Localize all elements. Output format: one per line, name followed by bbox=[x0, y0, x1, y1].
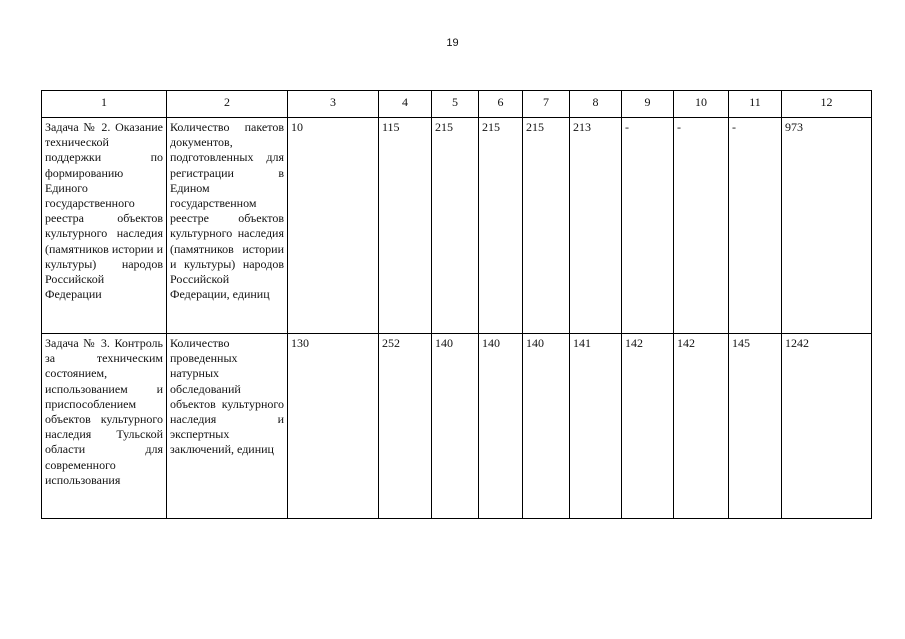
column-header: 12 bbox=[782, 91, 872, 118]
page-number: 19 bbox=[446, 37, 459, 49]
indicators-table bbox=[41, 90, 872, 519]
value-cell: 142 bbox=[622, 334, 674, 519]
total-cell: 973 bbox=[782, 118, 872, 334]
value-cell: 215 bbox=[432, 118, 479, 334]
value-cell: 115 bbox=[379, 118, 432, 334]
value-cell: 252 bbox=[379, 334, 432, 519]
value-cell: 215 bbox=[523, 118, 570, 334]
column-header: 8 bbox=[570, 91, 622, 118]
table-header-row bbox=[42, 91, 872, 118]
value-cell: - bbox=[729, 118, 782, 334]
table-row bbox=[42, 118, 872, 334]
value-cell: 140 bbox=[432, 334, 479, 519]
column-header: 2 bbox=[167, 91, 288, 118]
table-row bbox=[42, 334, 872, 519]
value-cell: - bbox=[674, 118, 729, 334]
value-cell: 142 bbox=[674, 334, 729, 519]
value-cell: 140 bbox=[523, 334, 570, 519]
column-header: 10 bbox=[674, 91, 729, 118]
value-cell: 141 bbox=[570, 334, 622, 519]
column-header: 1 bbox=[42, 91, 167, 118]
column-header: 7 bbox=[523, 91, 570, 118]
value-cell: 215 bbox=[479, 118, 523, 334]
task-cell: Задача № 2. Оказание технической поддержки по формированию Единого государственного реестра объектов культурного наследия (памятников истории и культуры) народов Российской Федерации bbox=[42, 118, 167, 334]
column-header: 3 bbox=[288, 91, 379, 118]
value-cell: - bbox=[622, 118, 674, 334]
column-header: 5 bbox=[432, 91, 479, 118]
value-cell: 213 bbox=[570, 118, 622, 334]
column-header: 9 bbox=[622, 91, 674, 118]
column-header: 4 bbox=[379, 91, 432, 118]
value-cell: 10 bbox=[288, 118, 379, 334]
value-cell: 145 bbox=[729, 334, 782, 519]
indicator-cell: Количество пакетов документов, подготовленных для регистрации в Едином государственном реестре объектов культурного наследия (памятников истории и культуры) народов Российской Федерации, единиц bbox=[167, 118, 288, 334]
total-cell: 1242 bbox=[782, 334, 872, 519]
value-cell: 130 bbox=[288, 334, 379, 519]
indicator-cell: Количество проведенных натурных обследований объектов культурного наследия и экспертных заключений, единиц bbox=[167, 334, 288, 519]
task-cell: Задача № 3. Контроль за техническим состоянием, использованием и приспособлением объектов культурного наследия Тульской области для современного использования bbox=[42, 334, 167, 519]
value-cell: 140 bbox=[479, 334, 523, 519]
column-header: 6 bbox=[479, 91, 523, 118]
column-header: 11 bbox=[729, 91, 782, 118]
